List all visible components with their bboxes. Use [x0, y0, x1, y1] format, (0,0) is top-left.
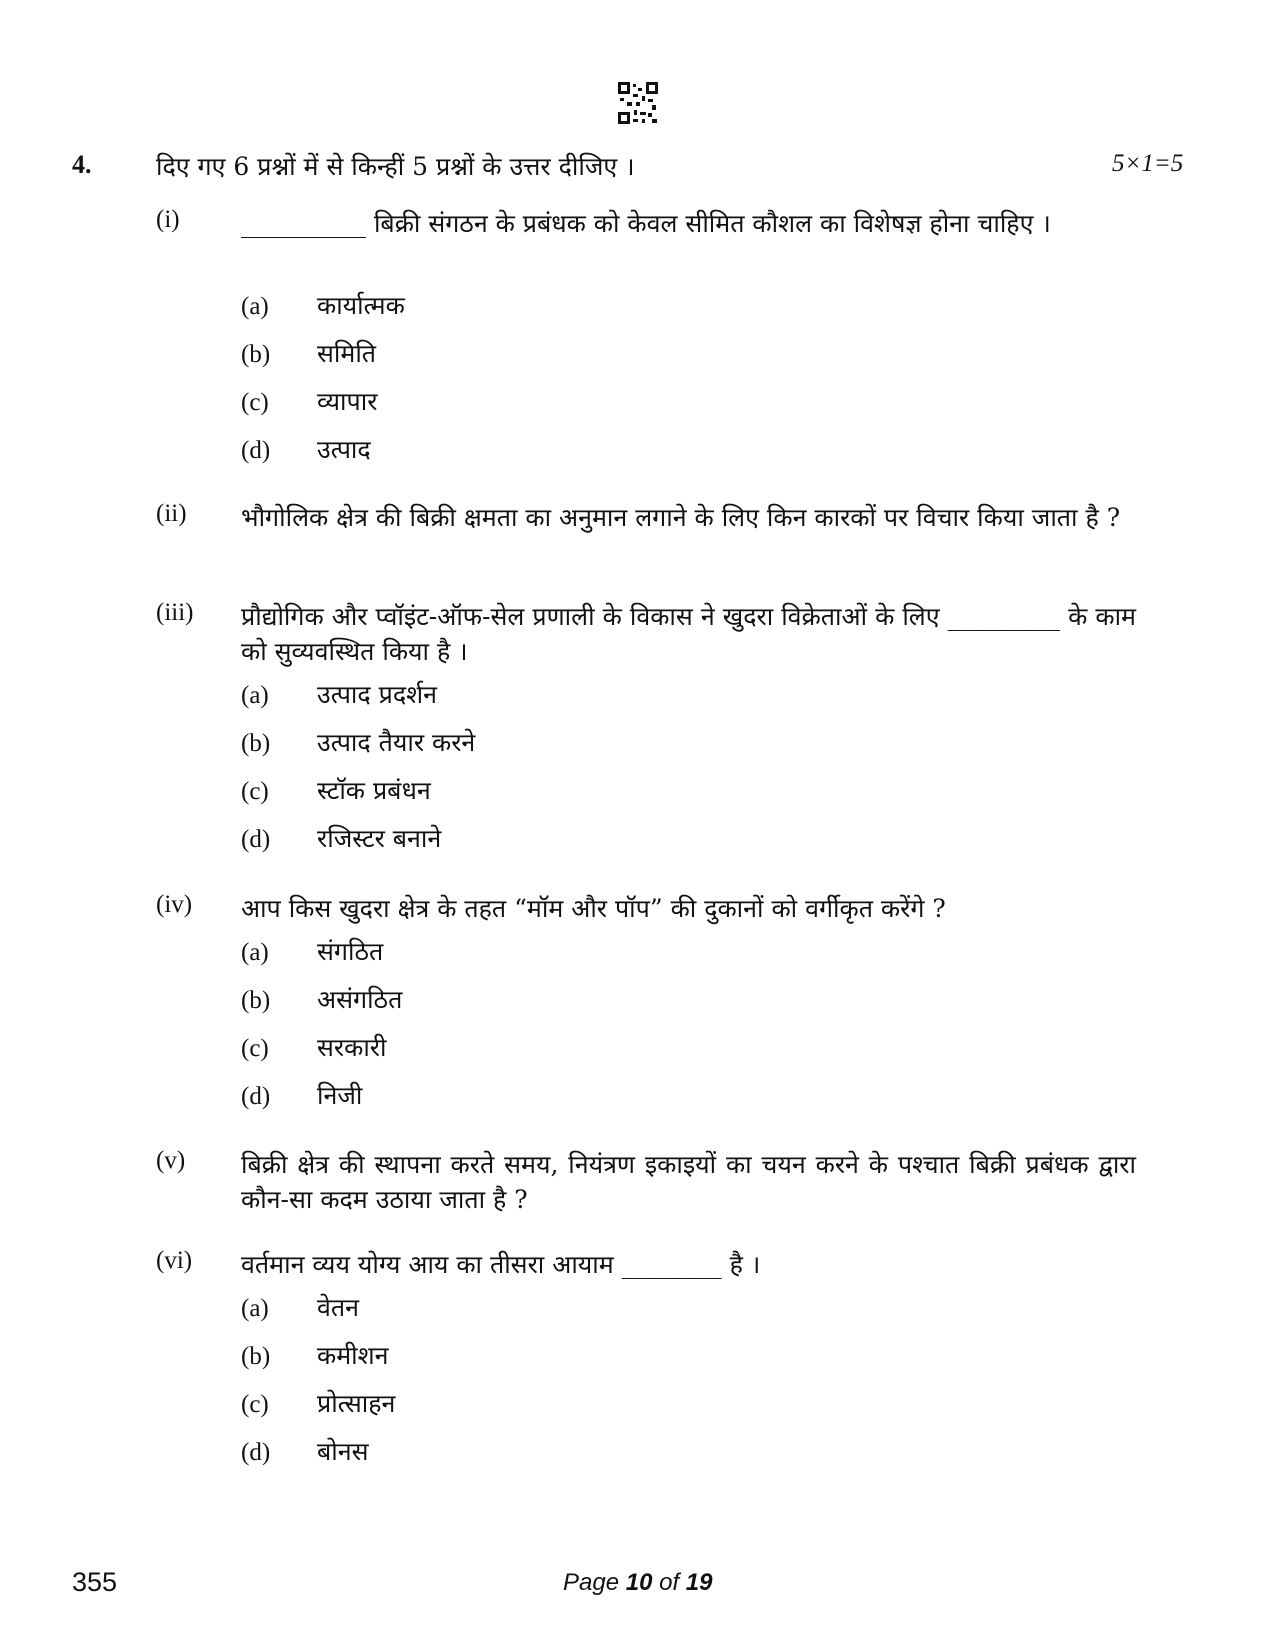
option-a [241, 677, 437, 711]
option-text: उत्पाद तैयार करने [317, 728, 476, 757]
option-d [241, 1434, 369, 1468]
subquestion-number: (iv) [156, 891, 193, 918]
option-label: (d) [241, 1083, 271, 1110]
option-label: (c) [241, 1391, 269, 1418]
option-text: कमीशन [317, 1341, 389, 1370]
qr-code-icon [618, 82, 658, 124]
option-text: कार्यात्मक [317, 291, 405, 320]
subquestion-stem: __________ बिक्री संगठन के प्रबंधक को केवल सीमित कौशल का विशेषज्ञ होना चाहिए । [241, 209, 1051, 238]
option-c [241, 773, 431, 807]
option-text: व्यापार [317, 387, 378, 416]
option-text: उत्पाद [317, 435, 371, 464]
subquestion-number: (vi) [156, 1247, 193, 1274]
option-label: (c) [241, 389, 269, 416]
subquestion-number: (v) [156, 1147, 186, 1174]
option-label: (d) [241, 1439, 271, 1466]
option-a [241, 288, 405, 322]
option-label: (d) [241, 826, 271, 853]
option-a [241, 934, 383, 968]
page-total: 19 [685, 1569, 713, 1596]
option-text: समिति [317, 339, 377, 368]
subquestion-stem: वर्तमान व्यय योग्य आय का तीसरा आयाम ________ है । [241, 1250, 761, 1279]
subquestion-stem: बिक्री क्षेत्र की स्थापना करते समय, नियंत्रण इकाइयों का चयन करने के पश्चात बिक्री प्रबंधक द्वारा कौन-सा कदम उठाया जाता है ? [241, 1150, 1136, 1214]
option-text: स्टॉक प्रबंधन [317, 776, 431, 805]
option-label: (c) [241, 778, 269, 805]
option-b [241, 336, 376, 370]
paper-code: 355 [72, 1567, 118, 1597]
subquestion-stem: भौगोलिक क्षेत्र की बिक्री क्षमता का अनुमान लगाने के लिए किन कारकों पर विचार किया जाता है ? [241, 503, 1121, 532]
option-text: वेतन [317, 1293, 360, 1322]
option-label: (a) [241, 939, 269, 966]
option-text: रजिस्टर बनाने [317, 824, 442, 853]
subquestion-number: (iii) [156, 599, 194, 626]
option-text: सरकारी [317, 1033, 387, 1062]
option-c [241, 384, 377, 418]
option-label: (b) [241, 730, 271, 757]
option-d [241, 432, 371, 466]
subquestion-stem: आप किस खुदरा क्षेत्र के तहत “मॉम और पॉप” की दुकानों को वर्गीकृत करेंगे ? [241, 894, 946, 923]
option-b [241, 982, 402, 1016]
page-current: 10 [625, 1569, 653, 1596]
page-number [563, 1569, 713, 1597]
option-label: (b) [241, 1343, 271, 1370]
option-label: (a) [241, 1295, 269, 1322]
option-text: संगठित [317, 937, 384, 966]
option-d [241, 821, 441, 855]
option-label: (d) [241, 437, 271, 464]
option-a [241, 1290, 359, 1324]
option-label: (b) [241, 341, 271, 368]
page-prefix: Page [563, 1569, 620, 1596]
option-label: (b) [241, 987, 271, 1014]
option-c [241, 1030, 387, 1064]
option-d [241, 1078, 362, 1112]
option-label: (c) [241, 1035, 269, 1062]
option-text: बोनस [317, 1437, 369, 1466]
option-text: निजी [317, 1081, 363, 1110]
question-instruction: दिए गए 6 प्रश्नों में से किन्हीं 5 प्रश्नों के उत्तर दीजिए । [156, 152, 635, 181]
option-c [241, 1386, 395, 1420]
option-label: (a) [241, 682, 269, 709]
option-b [241, 1338, 389, 1372]
subquestion-stem: प्रौद्योगिक और प्वॉइंट-ऑफ-सेल प्रणाली के विकास ने खुदरा विक्रेताओं के लिए _________ के काम को सुव्यवस्थित किया है । [241, 602, 1136, 666]
option-text: उत्पाद प्रदर्शन [317, 680, 437, 709]
option-label: (a) [241, 293, 269, 320]
subquestion-number: (i) [156, 206, 180, 233]
option-text: असंगठित [317, 985, 403, 1014]
question-marks: 5×1=5 [1112, 150, 1184, 177]
question-number: 4. [72, 150, 92, 179]
subquestion-number: (ii) [156, 500, 187, 527]
option-b [241, 725, 475, 759]
option-text: प्रोत्साहन [317, 1389, 396, 1418]
page-of: of [659, 1569, 680, 1596]
